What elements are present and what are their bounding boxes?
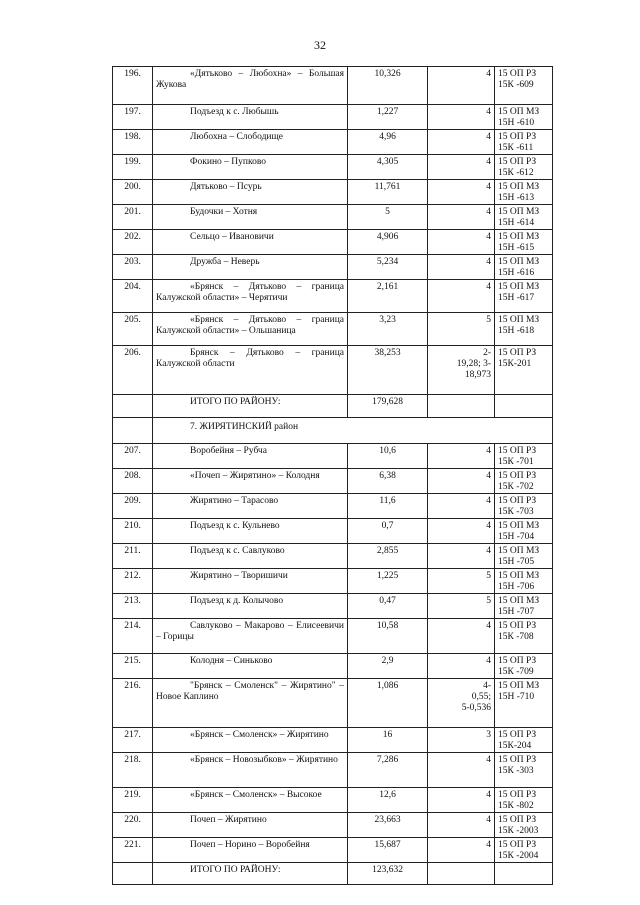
- table-row: [113, 255, 553, 280]
- road-category: [428, 569, 495, 594]
- row-number: 199.: [113, 155, 153, 180]
- road-name-cell: [153, 569, 348, 594]
- empty-cell: [428, 395, 495, 418]
- table-row: [113, 813, 553, 838]
- road-category: [428, 444, 495, 469]
- empty-cell: [428, 863, 495, 885]
- row-number: 200.: [113, 180, 153, 205]
- table-row: [113, 180, 553, 205]
- row-number: 221.: [113, 838, 153, 863]
- road-category-line: 4-: [483, 681, 491, 691]
- road-identifier: 15 ОП РЗ 15К -612: [495, 155, 553, 180]
- road-identifier: 15 ОП РЗ 15К -802: [495, 788, 553, 813]
- table-row: [113, 654, 553, 679]
- road-name-cell: [153, 130, 348, 155]
- road-category: [428, 346, 495, 395]
- road-name: Почеп – Норино – Воробейня: [190, 840, 310, 850]
- road-category-line: 4: [486, 182, 491, 192]
- road-name-cell: [153, 280, 348, 313]
- road-identifier: 15 ОП РЗ 15К-204: [495, 728, 553, 753]
- road-identifier: 15 ОП МЗ 15Н -706: [495, 569, 553, 594]
- row-number: 205.: [113, 313, 153, 346]
- table-row: [113, 679, 553, 728]
- row-number: 219.: [113, 788, 153, 813]
- road-category: [428, 255, 495, 280]
- road-identifier: 15 ОП МЗ 15Н -618: [495, 313, 553, 346]
- road-category: [428, 105, 495, 130]
- road-length: 5: [348, 205, 428, 230]
- district-total-label: ИТОГО ПО РАЙОНУ:: [153, 395, 348, 418]
- row-number: 206.: [113, 346, 153, 395]
- road-identifier: 15 ОП РЗ 15К -609: [495, 67, 553, 105]
- road-category: [428, 654, 495, 679]
- district-total-value: 123,632: [348, 863, 428, 885]
- road-category: [428, 728, 495, 753]
- road-name: Подъезд к с. Любышь: [190, 107, 279, 117]
- road-category: [428, 519, 495, 544]
- row-number: 215.: [113, 654, 153, 679]
- road-length: 16: [348, 728, 428, 753]
- road-name: Колодня – Синьково: [190, 656, 273, 666]
- road-category-line: 4: [486, 471, 491, 481]
- table-row: [113, 519, 553, 544]
- road-category: [428, 494, 495, 519]
- road-identifier: 15 ОП МЗ 15Н -614: [495, 205, 553, 230]
- empty-cell: [495, 395, 553, 418]
- road-category-line: 4: [486, 815, 491, 825]
- empty-cell: [113, 863, 153, 885]
- road-category-line: 5-0,536: [461, 703, 491, 713]
- table-row: [113, 544, 553, 569]
- district-total-value: 179,628: [348, 395, 428, 418]
- road-name: Жирятино – Творишичи: [190, 571, 288, 581]
- road-category: [428, 313, 495, 346]
- road-name-cell: [153, 753, 348, 788]
- road-length: 10,326: [348, 67, 428, 105]
- road-length: 4,96: [348, 130, 428, 155]
- road-name-cell: [153, 180, 348, 205]
- road-category: [428, 280, 495, 313]
- road-identifier: 15 ОП РЗ 15К -2003: [495, 813, 553, 838]
- road-identifier: 15 ОП РЗ 15К -708: [495, 619, 553, 654]
- road-length: 10,58: [348, 619, 428, 654]
- road-length: 2,9: [348, 654, 428, 679]
- road-name: «Брянск – Дятьково – граница Калужской области» – Черятичи: [156, 282, 344, 303]
- road-name: Дятьково – Псурь: [190, 182, 262, 192]
- road-category-line: 4: [486, 132, 491, 142]
- road-name: «Брянск – Новозыбков» – Жирятино: [190, 755, 338, 765]
- road-category-line: 4: [486, 546, 491, 556]
- road-name: Савлуково – Макарово – Елисеевичи – Горицы: [156, 621, 344, 642]
- road-name-cell: [153, 444, 348, 469]
- road-identifier: 15 ОП МЗ 15Н -610: [495, 105, 553, 130]
- road-category-line: 4: [486, 69, 491, 79]
- row-number: 203.: [113, 255, 153, 280]
- road-name-cell: [153, 255, 348, 280]
- table-row: [113, 494, 553, 519]
- road-identifier: 15 ОП МЗ 15Н -615: [495, 230, 553, 255]
- district-total-row: [113, 863, 553, 885]
- road-category-line: 4: [486, 232, 491, 242]
- road-name: «Почеп – Жирятино» – Колодня: [190, 471, 320, 481]
- empty-cell: [113, 395, 153, 418]
- road-name-cell: [153, 619, 348, 654]
- road-category-line: 4: [486, 496, 491, 506]
- road-name: Сельцо – Ивановичи: [190, 232, 274, 242]
- road-category: [428, 130, 495, 155]
- road-category-line: 5: [486, 596, 491, 606]
- road-category: [428, 205, 495, 230]
- road-length: 4,305: [348, 155, 428, 180]
- road-category-line: 2-: [483, 348, 491, 358]
- road-identifier: 15 ОП МЗ 15Н -705: [495, 544, 553, 569]
- table-row: [113, 205, 553, 230]
- road-name: «Дятьково – Любохна» – Большая Жукова: [156, 69, 344, 90]
- road-length: 3,23: [348, 313, 428, 346]
- road-category-line: 5: [486, 315, 491, 325]
- road-name-cell: [153, 346, 348, 395]
- row-number: 214.: [113, 619, 153, 654]
- road-category-line: 19,28; 3-: [456, 359, 491, 369]
- road-name-cell: [153, 205, 348, 230]
- road-identifier: 15 ОП РЗ 15К -2004: [495, 838, 553, 863]
- road-length: 6,38: [348, 469, 428, 494]
- row-number: 218.: [113, 753, 153, 788]
- road-name: Подъезд к д. Колычово: [190, 596, 284, 606]
- road-length: 15,687: [348, 838, 428, 863]
- road-category: [428, 838, 495, 863]
- table-row: [113, 130, 553, 155]
- road-category: [428, 67, 495, 105]
- road-name: Дружба – Неверь: [190, 257, 260, 267]
- road-category-line: 0,55;: [471, 692, 491, 702]
- road-name-cell: [153, 105, 348, 130]
- road-name-cell: [153, 67, 348, 105]
- road-category-line: 4: [486, 755, 491, 765]
- row-number: 201.: [113, 205, 153, 230]
- road-length: 11,6: [348, 494, 428, 519]
- road-length: 1,086: [348, 679, 428, 728]
- table-row: [113, 346, 553, 395]
- road-name-cell: [153, 594, 348, 619]
- row-number: 196.: [113, 67, 153, 105]
- road-name: Подъезд к с. Кульнево: [190, 521, 280, 531]
- road-category: [428, 619, 495, 654]
- road-length: 2,855: [348, 544, 428, 569]
- road-name-cell: [153, 679, 348, 728]
- district-header-row: [113, 418, 553, 444]
- table-row: [113, 594, 553, 619]
- road-name: "Брянск – Смоленск" – Жирятино" – Новое Каплино: [156, 681, 344, 702]
- road-identifier: 15 ОП МЗ 15Н -704: [495, 519, 553, 544]
- road-identifier: 15 ОП РЗ 15К-201: [495, 346, 553, 395]
- district-total-row: [113, 395, 553, 418]
- table-row: [113, 619, 553, 654]
- road-identifier: 15 ОП МЗ 15Н -617: [495, 280, 553, 313]
- table-row: [113, 728, 553, 753]
- road-name-cell: [153, 728, 348, 753]
- road-identifier: 15 ОП МЗ 15Н -707: [495, 594, 553, 619]
- roads-table: [112, 66, 553, 885]
- road-category-line: 3: [486, 730, 491, 740]
- road-identifier: 15 ОП РЗ 15К -709: [495, 654, 553, 679]
- road-category-line: 4: [486, 656, 491, 666]
- row-number: 208.: [113, 469, 153, 494]
- road-category-line: 4: [486, 621, 491, 631]
- road-length: 2,161: [348, 280, 428, 313]
- road-category-line: 4: [486, 157, 491, 167]
- road-length: 23,663: [348, 813, 428, 838]
- road-name-cell: [153, 544, 348, 569]
- road-category-line: 18,973: [464, 370, 491, 380]
- road-name: «Брянск – Смоленск» – Высокое: [190, 790, 322, 800]
- road-category-line: 5: [486, 571, 491, 581]
- road-category-line: 4: [486, 446, 491, 456]
- road-name-cell: [153, 519, 348, 544]
- empty-cell: [495, 863, 553, 885]
- table-row: [113, 838, 553, 863]
- road-name-cell: [153, 788, 348, 813]
- road-length: 0,7: [348, 519, 428, 544]
- road-identifier: 15 ОП РЗ 15К -303: [495, 753, 553, 788]
- road-category-line: 4: [486, 107, 491, 117]
- road-length: 11,761: [348, 180, 428, 205]
- road-identifier: 15 ОП МЗ 15Н -710: [495, 679, 553, 728]
- road-category: [428, 155, 495, 180]
- road-name-cell: [153, 838, 348, 863]
- road-name-cell: [153, 155, 348, 180]
- road-name-cell: [153, 813, 348, 838]
- row-number: 213.: [113, 594, 153, 619]
- road-length: 10,6: [348, 444, 428, 469]
- road-category: [428, 544, 495, 569]
- table-row: [113, 155, 553, 180]
- row-number: 204.: [113, 280, 153, 313]
- table-row: [113, 280, 553, 313]
- page-number: 32: [314, 38, 326, 52]
- table-row: [113, 230, 553, 255]
- road-name: Любохна – Слободище: [190, 132, 284, 142]
- road-name: Брянск – Дятьково – граница Калужской области: [156, 348, 344, 369]
- row-number: 212.: [113, 569, 153, 594]
- road-category-line: 4: [486, 207, 491, 217]
- table-row: [113, 67, 553, 105]
- road-length: 12,6: [348, 788, 428, 813]
- row-number: 209.: [113, 494, 153, 519]
- road-category: [428, 788, 495, 813]
- road-category-line: 4: [486, 840, 491, 850]
- road-category-line: 4: [486, 521, 491, 531]
- road-category: [428, 813, 495, 838]
- road-name-cell: [153, 230, 348, 255]
- road-name-cell: [153, 654, 348, 679]
- row-number: 207.: [113, 444, 153, 469]
- road-category-line: 4: [486, 257, 491, 267]
- row-number: 198.: [113, 130, 153, 155]
- road-length: 5,234: [348, 255, 428, 280]
- road-identifier: 15 ОП РЗ 15К -702: [495, 469, 553, 494]
- district-total-label: ИТОГО ПО РАЙОНУ:: [153, 863, 348, 885]
- road-length: 7,286: [348, 753, 428, 788]
- road-name: «Брянск – Смоленск» – Жирятино: [190, 730, 329, 740]
- road-identifier: 15 ОП МЗ 15Н -613: [495, 180, 553, 205]
- table-row: [113, 469, 553, 494]
- empty-cell: [113, 418, 153, 444]
- road-category: [428, 679, 495, 728]
- table-row: [113, 444, 553, 469]
- road-length: 1,227: [348, 105, 428, 130]
- road-category: [428, 594, 495, 619]
- road-category: [428, 753, 495, 788]
- road-length: 0,47: [348, 594, 428, 619]
- road-name: Воробейня – Рубча: [190, 446, 267, 456]
- table-row: [113, 753, 553, 788]
- road-name-cell: [153, 313, 348, 346]
- road-identifier: 15 ОП РЗ 15К -701: [495, 444, 553, 469]
- table-row: [113, 313, 553, 346]
- row-number: 216.: [113, 679, 153, 728]
- table-row: [113, 569, 553, 594]
- road-name: Будочки – Хотня: [190, 207, 258, 217]
- row-number: 211.: [113, 544, 153, 569]
- road-length: 4,906: [348, 230, 428, 255]
- row-number: 197.: [113, 105, 153, 130]
- road-category: [428, 180, 495, 205]
- road-name-cell: [153, 494, 348, 519]
- row-number: 220.: [113, 813, 153, 838]
- road-name: Почеп – Жирятино: [190, 815, 267, 825]
- road-length: 1,225: [348, 569, 428, 594]
- road-category-line: 4: [486, 790, 491, 800]
- road-length: 38,253: [348, 346, 428, 395]
- road-category: [428, 469, 495, 494]
- table-row: [113, 788, 553, 813]
- road-name: Фокино – Пупково: [190, 157, 267, 167]
- district-header: 7. ЖИРЯТИНСКИЙ район: [153, 418, 553, 444]
- road-identifier: 15 ОП РЗ 15К -703: [495, 494, 553, 519]
- road-name: «Брянск – Дятьково – граница Калужской области» – Ольшаница: [156, 315, 344, 336]
- road-name: Подъезд к с. Савлуково: [190, 546, 285, 556]
- road-category-line: 4: [486, 282, 491, 292]
- road-identifier: 15 ОП МЗ 15Н -616: [495, 255, 553, 280]
- road-name-cell: [153, 469, 348, 494]
- row-number: 202.: [113, 230, 153, 255]
- table-row: [113, 105, 553, 130]
- road-name: Жирятино – Тарасово: [190, 496, 279, 506]
- row-number: 210.: [113, 519, 153, 544]
- road-identifier: 15 ОП РЗ 15К -611: [495, 130, 553, 155]
- roads-table-body: [113, 67, 553, 885]
- row-number: 217.: [113, 728, 153, 753]
- road-category: [428, 230, 495, 255]
